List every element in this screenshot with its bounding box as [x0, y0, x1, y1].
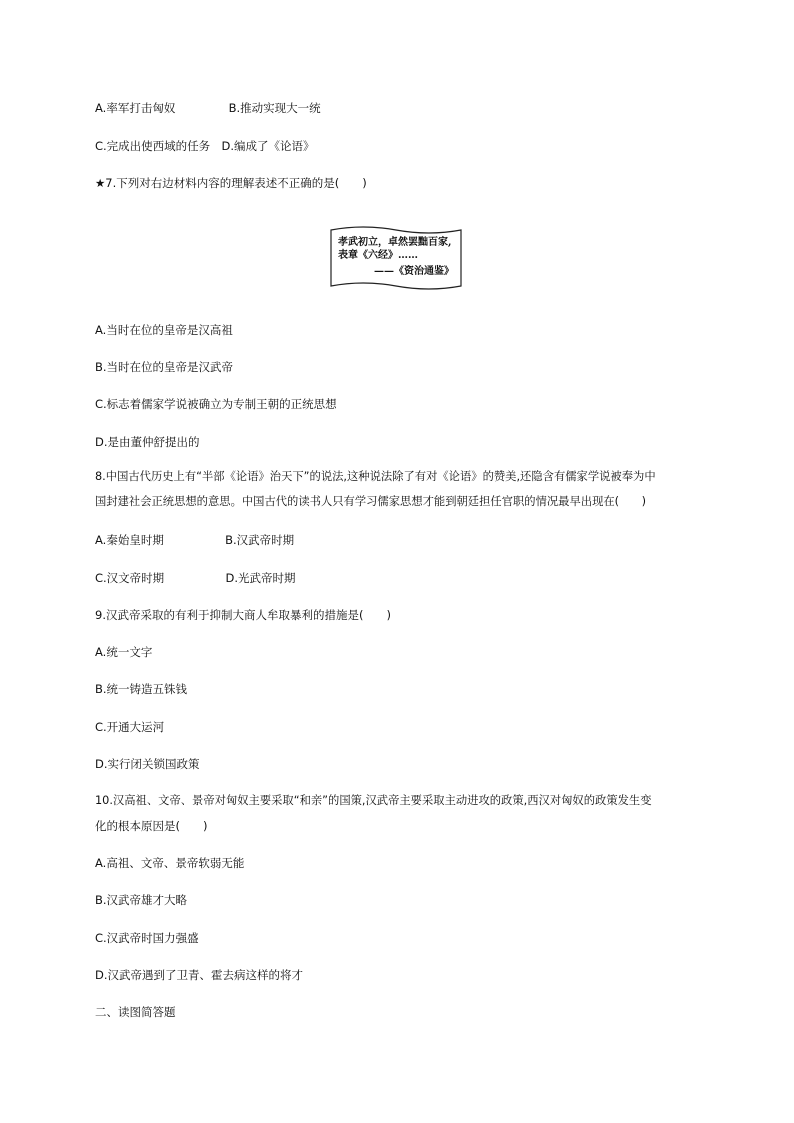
q8-option-d: D.光武帝时期	[225, 571, 296, 585]
q7-material-line2: 表章《六经》……	[338, 250, 418, 261]
section2-heading-text: 二、读图简答题	[95, 1005, 176, 1019]
q10-option-b	[95, 892, 187, 908]
q8-stem-line2-text: 国封建社会正统思想的意思。中国古代的读书人只有学习儒家思想才能到朝廷担任官职的情况最早出现在( )	[95, 495, 647, 508]
q7-material-text	[338, 236, 451, 262]
q8-options-row2	[95, 570, 296, 586]
q7-option-b	[95, 359, 233, 375]
q8-stem-line1-text: 8.中国古代历史上有“半部《论语》治天下”的说法,这种说法除了有对《论语》的赞美,还隐含有儒家学说被奉为中	[95, 470, 656, 483]
section2-heading	[95, 1004, 176, 1020]
q10-stem-line1-text: 10.汉高祖、文帝、景帝对匈奴主要采取“和亲”的国策,汉武帝主要采取主动进攻的政策,西汉对匈奴的政策发生变	[95, 794, 652, 807]
q7-option-b-text: B.当时在位的皇帝是汉武帝	[95, 360, 234, 374]
q9-option-b-text: B.统一铸造五铢钱	[95, 682, 188, 696]
q8-options-row1	[95, 532, 294, 548]
q6-option-d: D.编成了《论语》	[221, 139, 315, 153]
q10-option-a-text: A.高祖、文帝、景帝软弱无能	[95, 856, 245, 870]
q8-option-a: A.秦始皇时期	[95, 533, 164, 547]
q10-option-d	[95, 967, 303, 983]
q10-option-b-text: B.汉武帝雄才大略	[95, 893, 188, 907]
q7-option-d	[95, 434, 200, 450]
q7-option-a	[95, 322, 233, 338]
q9-option-c	[95, 719, 164, 735]
q8-option-b: B.汉武帝时期	[225, 533, 295, 547]
q10-option-d-text: D.汉武帝遇到了卫青、霍去病这样的将才	[95, 968, 304, 982]
q8-option-c: C.汉文帝时期	[95, 571, 165, 585]
q9-option-c-text: C.开通大运河	[95, 720, 165, 734]
q10-option-c	[95, 930, 199, 946]
q7-option-c-text: C.标志着儒家学说被确立为专制王朝的正统思想	[95, 397, 337, 411]
q7-option-c	[95, 396, 337, 412]
q9-stem	[95, 607, 391, 623]
q8-stem-line2	[95, 494, 646, 510]
q6-options-row1	[95, 100, 321, 116]
q6-options-row2	[95, 138, 315, 154]
q9-option-b	[95, 681, 187, 697]
q7-stem-text: ★7.下列对右边材料内容的理解表述不正确的是( )	[95, 176, 367, 190]
q10-stem-line2	[95, 818, 207, 834]
q6-option-a: A.率军打击匈奴	[95, 101, 176, 115]
q9-option-d	[95, 756, 200, 772]
q7-material-scroll	[330, 226, 462, 292]
q10-stem-line1	[95, 793, 652, 809]
q9-option-a	[95, 644, 152, 660]
q10-option-c-text: C.汉武帝时国力强盛	[95, 931, 199, 945]
q10-option-a	[95, 855, 244, 871]
q7-material-line1: 孝武初立，卓然罢黜百家,	[338, 237, 452, 248]
q9-option-d-text: D.实行闭关锁国政策	[95, 757, 200, 771]
q7-option-a-text: A.当时在位的皇帝是汉高祖	[95, 323, 233, 337]
q8-stem-line1	[95, 469, 656, 485]
q7-material-source: ——《资治通鉴》	[374, 266, 454, 277]
q7-option-d-text: D.是由董仲舒提出的	[95, 435, 200, 449]
q7-stem	[95, 175, 367, 191]
q10-stem-line2-text: 化的根本原因是( )	[95, 819, 208, 833]
q9-stem-text: 9.汉武帝采取的有利于抑制大商人牟取暴利的措施是( )	[95, 608, 391, 622]
q6-option-c: C.完成出使西域的任务	[95, 139, 211, 153]
q6-option-b: B.推动实现大一统	[228, 101, 321, 115]
q9-option-a-text: A.统一文字	[95, 645, 153, 659]
